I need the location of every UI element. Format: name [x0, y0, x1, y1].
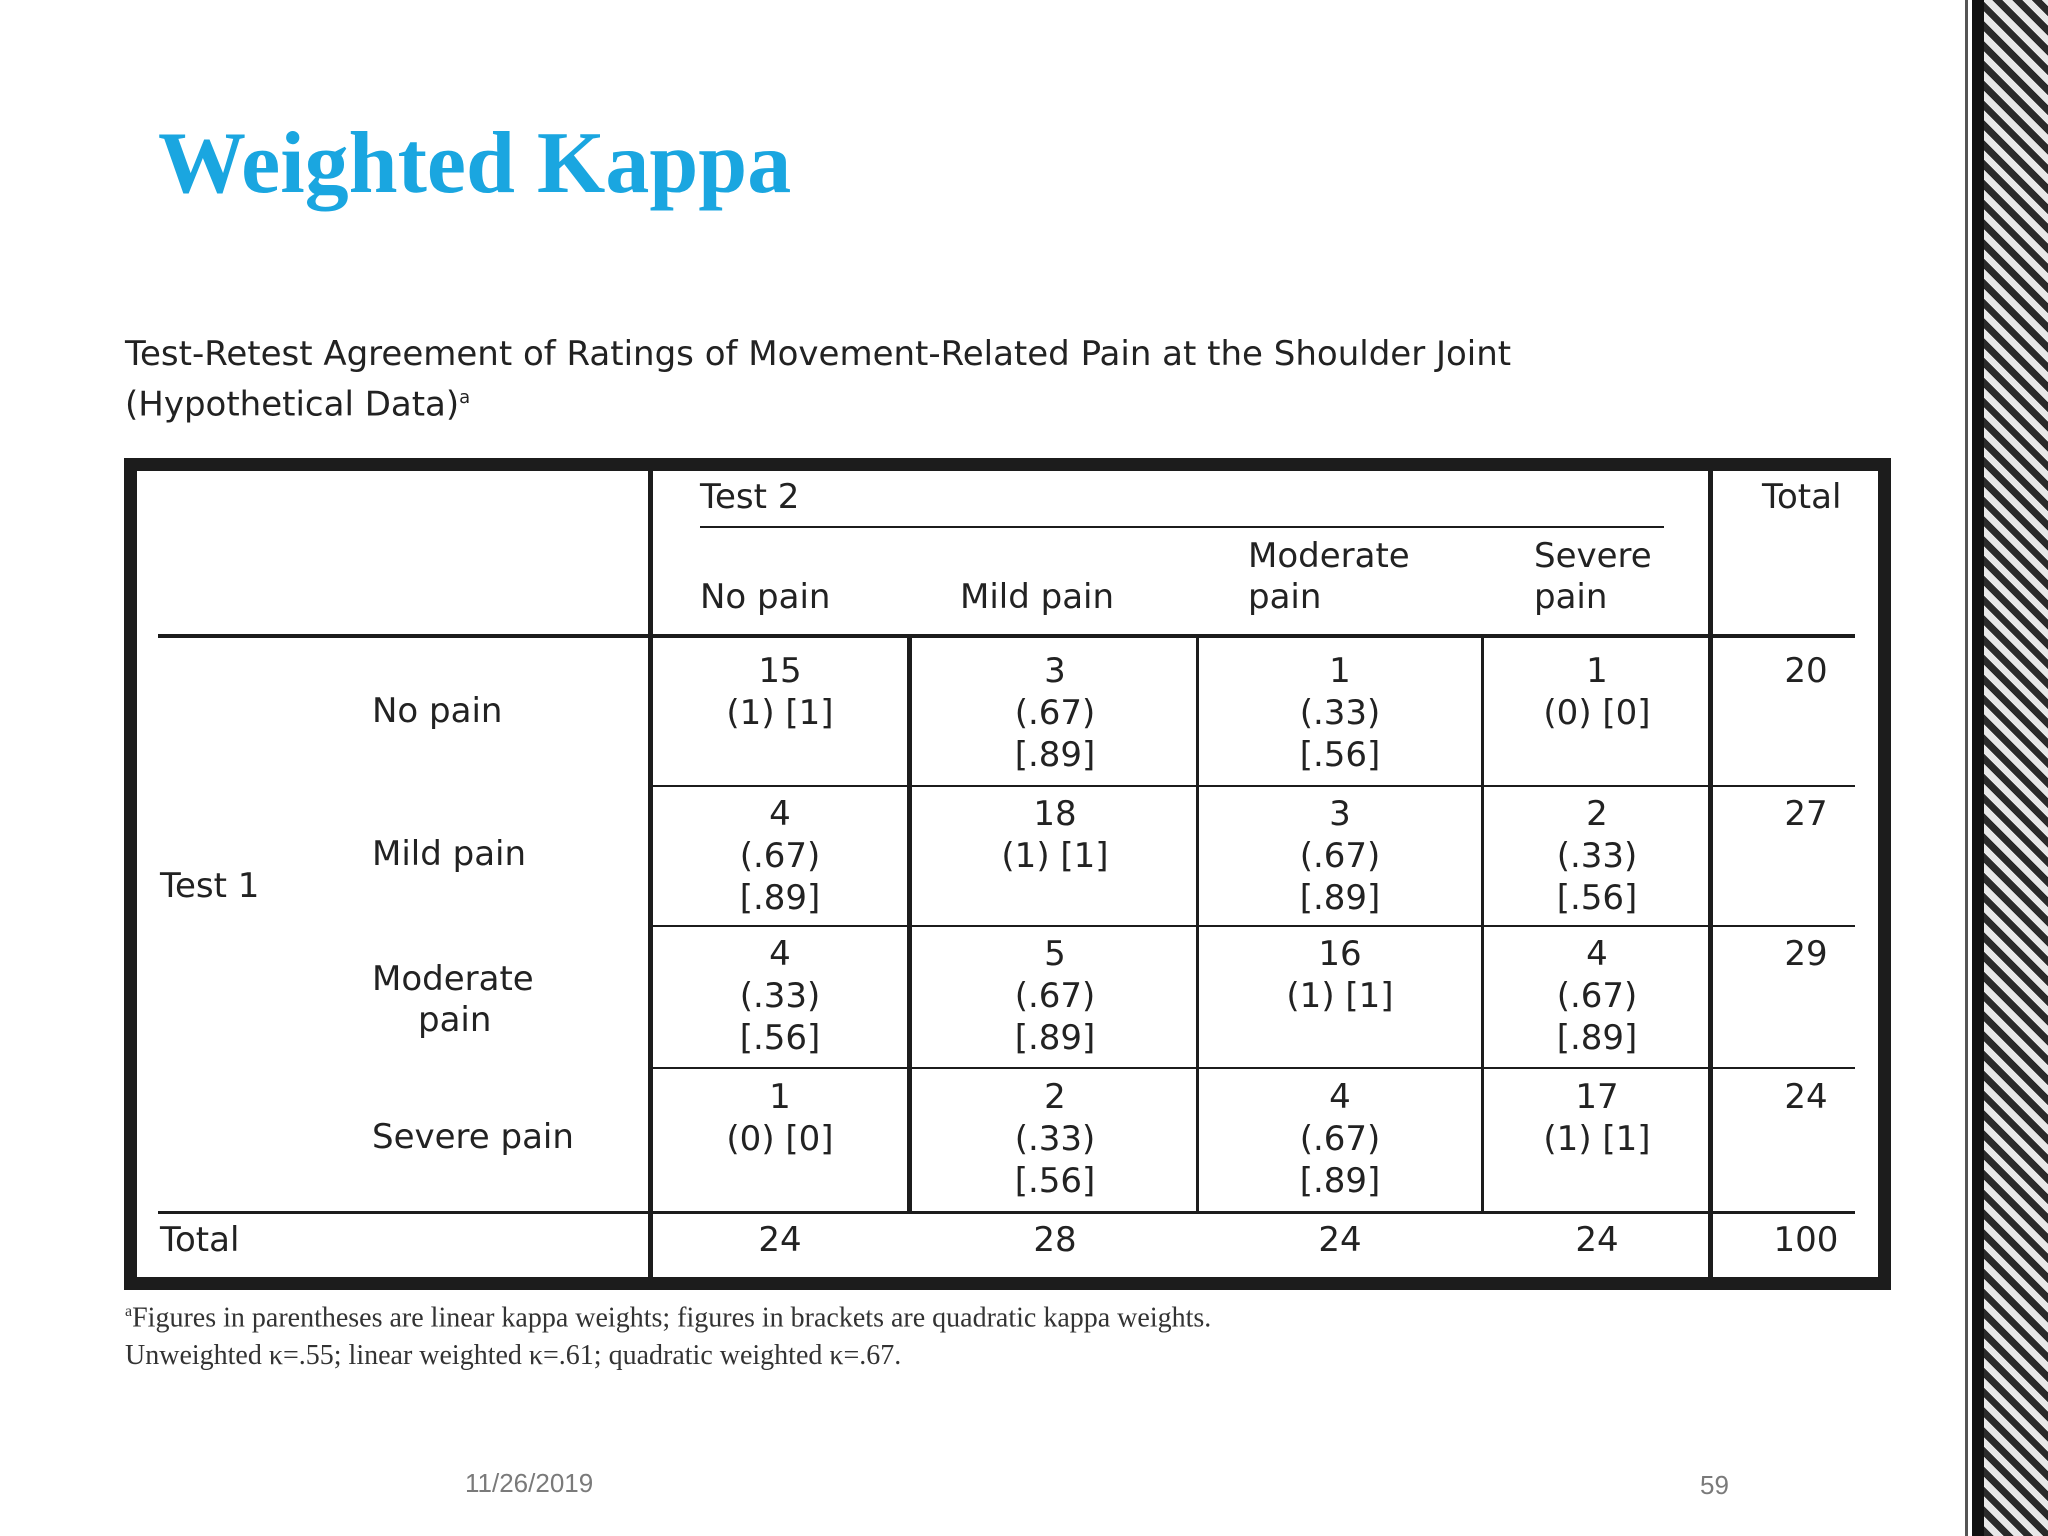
- row-1-total: 27: [1784, 794, 1828, 834]
- rule-vertical-col2: [1196, 636, 1199, 1212]
- row-2-label-line2: pain: [418, 1000, 492, 1040]
- column-header-0-line2: No pain: [700, 577, 831, 617]
- cell-r2-c0-line3: [.56]: [739, 1018, 821, 1058]
- cell-r1-c0-line1: 4: [769, 794, 791, 834]
- cell-r2-c2-line2: (1) [1]: [1286, 976, 1394, 1016]
- cell-r2-c0-line2: (.33): [739, 976, 821, 1016]
- cell-r3-c1-line2: (.33): [1014, 1119, 1096, 1159]
- slide-title: Weighted Kappa: [158, 115, 792, 212]
- footnote-line-1: [125, 1293, 1825, 1337]
- cell-r0-c2-line3: [.56]: [1299, 735, 1381, 775]
- cell-r3-c1-line3: [.56]: [1014, 1161, 1096, 1201]
- cell-r0-c1-line2: (.67): [1014, 693, 1096, 733]
- cell-r0-c1-line3: [.89]: [1014, 735, 1096, 775]
- caption-line-2-text: (Hypothetical Data): [125, 384, 460, 425]
- column-header-3-line2: pain: [1534, 577, 1608, 617]
- cell-r2-c1-line2: (.67): [1014, 976, 1096, 1016]
- cell-r3-c3-line1: 17: [1575, 1077, 1619, 1117]
- cell-r0-c1-line1: 3: [1044, 651, 1066, 691]
- caption-line-2: [125, 376, 1725, 426]
- cell-r1-c3-line2: (.33): [1556, 836, 1638, 876]
- cell-r0-c2-line2: (.33): [1299, 693, 1381, 733]
- grand-total: 100: [1773, 1220, 1839, 1260]
- column-header-1-line2: Mild pain: [960, 577, 1115, 617]
- cell-r1-c0-line3: [.89]: [739, 878, 821, 918]
- cell-r3-c1-line1: 2: [1044, 1077, 1066, 1117]
- caption-line-1: Test-Retest Agreement of Ratings of Movement-Related Pain at the Shoulder Joint: [125, 334, 1512, 374]
- cell-r2-c3-line2: (.67): [1556, 976, 1638, 1016]
- rule-header-bottom: [158, 634, 1855, 638]
- cell-r1-c1-line2: (1) [1]: [1001, 836, 1109, 876]
- rule-vertical-labels: [648, 458, 653, 1290]
- column-header-2-line1: Moderate: [1248, 536, 1410, 576]
- row-1-label: Mild pain: [372, 834, 527, 874]
- rule-row2-bottom: [650, 925, 1855, 927]
- cell-r1-c2-line2: (.67): [1299, 836, 1381, 876]
- column-2-total: 24: [1318, 1220, 1362, 1260]
- rule-total-top: [158, 1211, 1855, 1214]
- totals-row-label: Total: [160, 1220, 240, 1260]
- cell-r0-c0-line1: 15: [758, 651, 802, 691]
- cell-r3-c3-line2: (1) [1]: [1543, 1119, 1651, 1159]
- cell-r0-c3-line2: (0) [0]: [1543, 693, 1651, 733]
- row-3-total: 24: [1784, 1077, 1828, 1117]
- cell-r3-c2-line1: 4: [1329, 1077, 1351, 1117]
- cell-r1-c2-line1: 3: [1329, 794, 1351, 834]
- column-3-total: 24: [1575, 1220, 1619, 1260]
- cell-r2-c0-line1: 4: [769, 934, 791, 974]
- rule-row3-bottom: [650, 1067, 1855, 1069]
- footnote-line-1-text: Figures in parentheses are linear kappa weights; figures in brackets are quadratic kappa weights.: [132, 1302, 1212, 1334]
- caption-footnote-marker: a: [459, 387, 471, 408]
- cell-r1-c1-line1: 18: [1033, 794, 1077, 834]
- cell-r1-c3-line3: [.56]: [1556, 878, 1638, 918]
- decorative-pattern-border: [1980, 0, 2048, 1536]
- cell-r2-c3-line3: [.89]: [1556, 1018, 1638, 1058]
- column-1-total: 28: [1033, 1220, 1077, 1260]
- column-header-2-line2: pain: [1248, 577, 1322, 617]
- decorative-edge-bar: [1972, 0, 1980, 1536]
- rule-vertical-total: [1708, 458, 1713, 1290]
- cell-r3-c0-line2: (0) [0]: [726, 1119, 834, 1159]
- cell-r2-c2-line1: 16: [1318, 934, 1362, 974]
- cell-r3-c2-line3: [.89]: [1299, 1161, 1381, 1201]
- cell-r1-c2-line3: [.89]: [1299, 878, 1381, 918]
- total-column-label: Total: [1762, 477, 1842, 517]
- cell-r1-c3-line1: 2: [1586, 794, 1608, 834]
- table-caption: [125, 332, 1725, 426]
- row-2-label-line1: Moderate: [372, 959, 534, 999]
- row-2-total: 29: [1784, 934, 1828, 974]
- row-0-total: 20: [1784, 651, 1828, 691]
- decorative-edge-line: [1965, 0, 1968, 1536]
- slide-page-number: 59: [1700, 1470, 1729, 1500]
- row-3-label: Severe pain: [372, 1117, 574, 1157]
- column-0-total: 24: [758, 1220, 802, 1260]
- test1-label: Test 1: [160, 866, 260, 906]
- slide-date: 11/26/2019: [465, 1468, 594, 1498]
- cell-r2-c1-line3: [.89]: [1014, 1018, 1096, 1058]
- table-footnote: [125, 1293, 1825, 1375]
- rule-test2-underline: [700, 526, 1664, 528]
- cell-r0-c2-line1: 1: [1329, 651, 1351, 691]
- row-0-label: No pain: [372, 691, 503, 731]
- cell-r0-c0-line2: (1) [1]: [726, 693, 834, 733]
- cell-r1-c0-line2: (.67): [739, 836, 821, 876]
- cell-r3-c0-line1: 1: [769, 1077, 791, 1117]
- test2-label: Test 2: [700, 477, 800, 517]
- cell-r3-c2-line2: (.67): [1299, 1119, 1381, 1159]
- footnote-marker: a: [125, 1303, 133, 1320]
- rule-vertical-col3: [1481, 636, 1484, 1212]
- cell-r2-c3-line1: 4: [1586, 934, 1608, 974]
- footnote-line-2: Unweighted κ=.55; linear weighted κ=.61; quadratic weighted κ=.67.: [125, 1340, 902, 1372]
- cell-r0-c3-line1: 1: [1586, 651, 1608, 691]
- cell-r2-c1-line1: 5: [1044, 934, 1066, 974]
- rule-vertical-col1: [907, 636, 912, 1212]
- rule-row1-bottom: [650, 785, 1855, 787]
- column-header-3-line1: Severe: [1534, 536, 1652, 576]
